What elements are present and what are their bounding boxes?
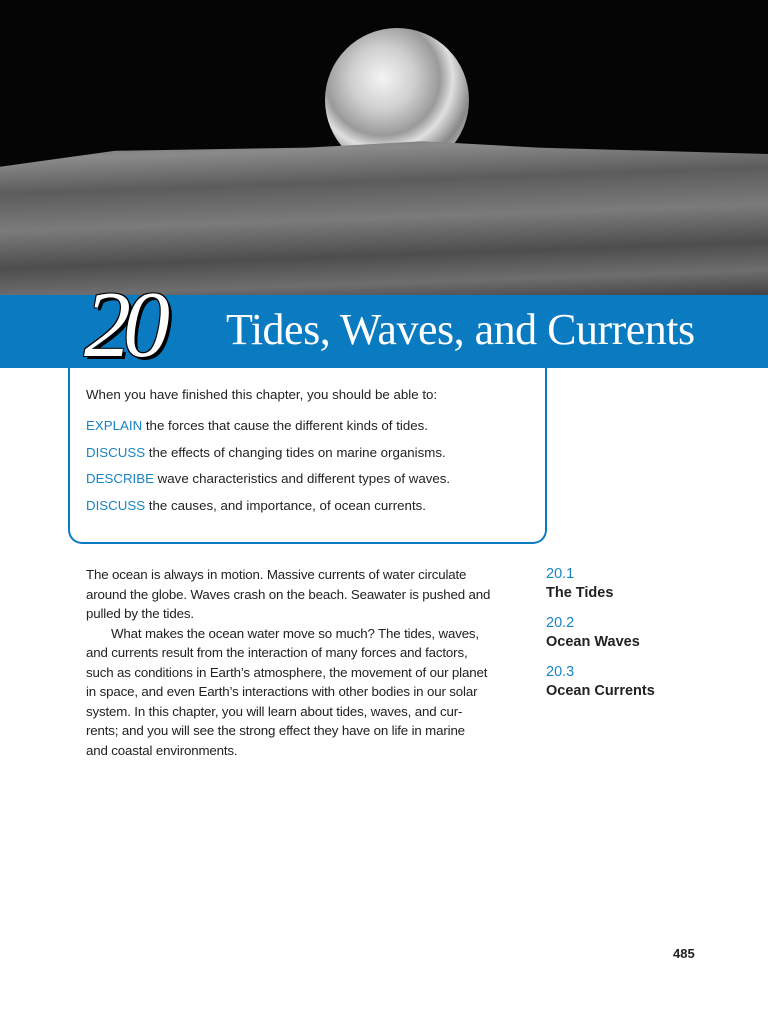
section-title: The Tides xyxy=(546,585,614,601)
body-line: The ocean is always in motion. Massive currents of water circulate xyxy=(86,567,467,582)
section-number: 20.2 xyxy=(546,615,575,631)
objective-item xyxy=(86,471,545,486)
intro-body-text xyxy=(86,565,538,760)
objectives-intro: When you have finished this chapter, you should be able to: xyxy=(86,387,438,402)
body-line: around the globe. Waves crash on the beach. Seawater is pushed and xyxy=(86,586,491,602)
section-list xyxy=(546,565,655,712)
body-line: and coastal environments. xyxy=(86,742,238,758)
objective-item xyxy=(86,445,545,460)
objective-text: the forces that cause the different kinds of tides. xyxy=(142,418,428,433)
objective-text: the causes, and importance, of ocean currents. xyxy=(145,497,426,513)
page-number: 485 xyxy=(673,946,695,961)
objective-verb: DISCUSS xyxy=(86,497,146,513)
body-line: in space, and even Earth’s interactions with other bodies in our solar xyxy=(86,684,478,699)
objective-verb: EXPLAIN xyxy=(86,418,143,433)
earthrise-photo xyxy=(0,0,768,296)
body-line: such as conditions in Earth’s atmosphere, the movement of our planet xyxy=(86,664,488,680)
objective-verb: DISCUSS xyxy=(86,444,146,460)
objective-text: wave characteristics and different types of waves. xyxy=(153,471,451,486)
section-number: 20.3 xyxy=(546,664,575,680)
objective-item xyxy=(86,418,545,433)
body-line: rents; and you will see the strong effect they have on life in marine xyxy=(86,723,465,738)
body-line: pulled by the tides. xyxy=(86,606,194,621)
chapter-title: Tides, Waves, and Currents xyxy=(226,305,695,354)
chapter-number: 20 xyxy=(84,273,162,377)
objective-item xyxy=(86,498,545,513)
section-title: Ocean Waves xyxy=(546,634,640,650)
body-line: system. In this chapter, you will learn about tides, waves, and cur- xyxy=(86,703,463,719)
objective-text: the effects of changing tides on marine organisms. xyxy=(145,444,446,460)
objectives-box xyxy=(68,366,547,544)
section-number: 20.1 xyxy=(546,566,575,582)
body-line: What makes the ocean water move so much? The tides, waves, xyxy=(111,625,479,641)
section-title: Ocean Currents xyxy=(546,683,655,699)
body-line: and currents result from the interaction of many forces and factors, xyxy=(86,645,468,660)
objective-verb: DESCRIBE xyxy=(86,471,154,486)
